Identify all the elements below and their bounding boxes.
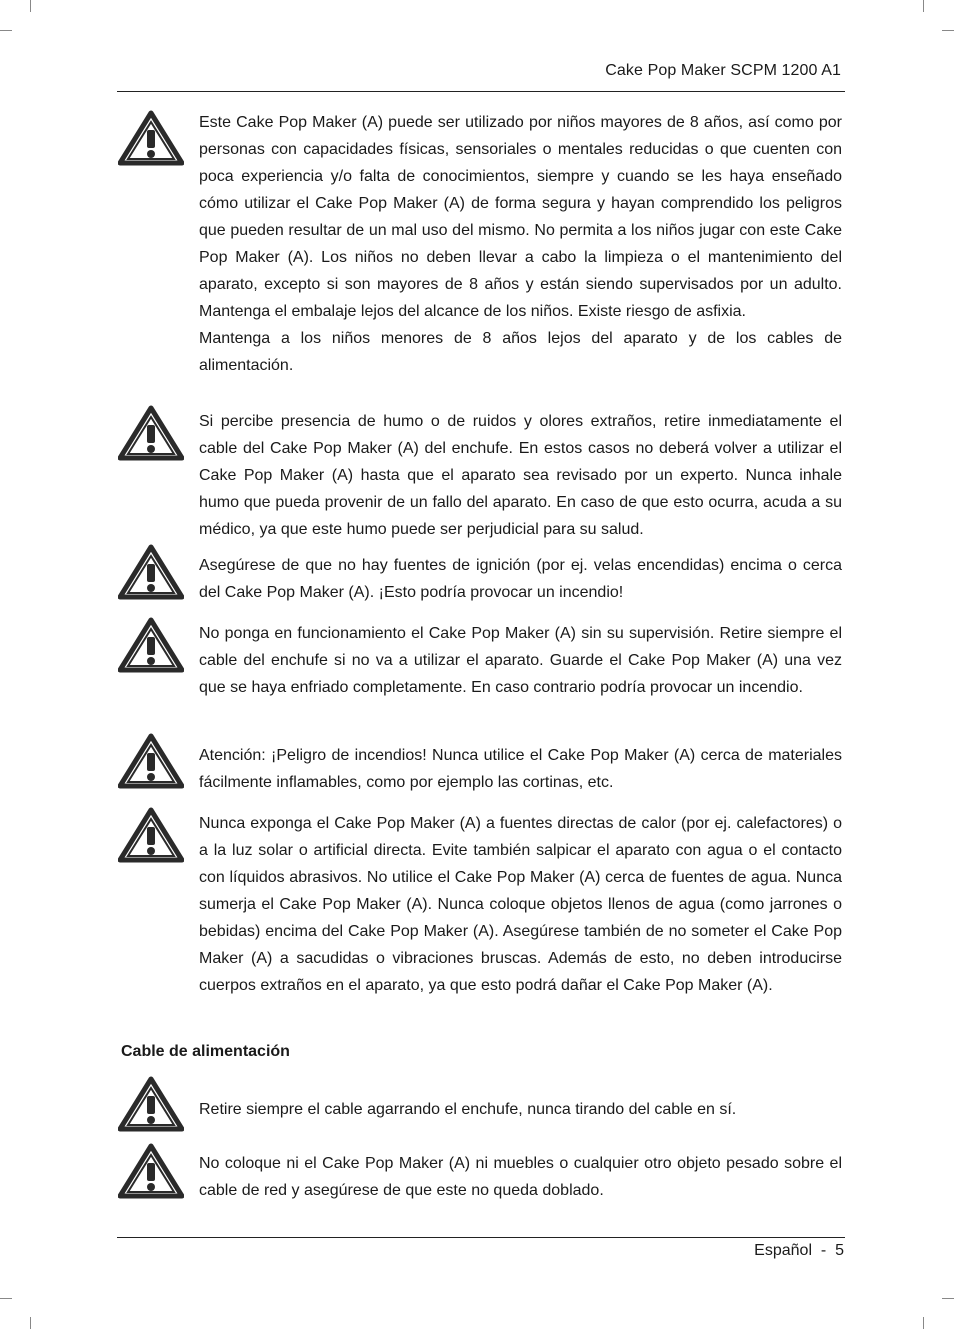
warning-paragraph: Si percibe presencia de humo o de ruidos y olores extraños, retire inmediatamente el cable del Cake Pop Maker (A) del enchufe. En estos casos no deberá volver a utilizar el Cake Pop Maker (A) hasta que el aparato sea revisado por un experto. Nunca inhale humo que pueda provenir de un fallo del aparato. En caso de que esto ocurra, acuda a su médico, ya que este humo puede ser perjudicial para su salud. [199, 413, 842, 538]
warning-paragraph: Nunca exponga el Cake Pop Maker (A) a fuentes directas de calor (por ej. calefactores) o a la luz solar o artificial directa. Evite también salpicar el aparato con agua o el contacto con líquidos abrasivos. No utilice el Cake Pop Maker (A) cerca de fuentes de agua. Nunca sumerja el Cake Pop Maker (A). Nunca coloque objetos llenos de agua (como jarrones o bebidas) encima del Cake Pop Maker (A). Asegúrese también de no someter el Cake Pop Maker (A) a sacudidas o vibraciones bruscas. Además de esto, no deben introducirse cuerpos extraños en el aparato, ya que esto podrá dañar el Cake Pop Maker (A). [199, 815, 842, 994]
running-header-title: Cake Pop Maker SCPM 1200 A1 [605, 62, 841, 79]
warning-paragraph: Asegúrese de que no hay fuentes de ignición (por ej. velas encendidas) encima o cerca del Cake Pop Maker (A). ¡Esto podría provocar un incendio! [199, 557, 842, 601]
warning-triangle-icon [118, 544, 184, 600]
crop-mark [0, 30, 12, 31]
warning-block-heat-water [199, 810, 842, 999]
crop-mark [923, 0, 924, 12]
warning-triangle-icon [118, 733, 184, 789]
warning-triangle-icon [118, 1143, 184, 1199]
header-rule [117, 91, 845, 92]
warning-block-fire [199, 742, 842, 796]
warning-block-children [199, 109, 842, 379]
warning-paragraph: Atención: ¡Peligro de incendios! Nunca utilice el Cake Pop Maker (A) cerca de materiales fácilmente inflamables, como por ejemplo las cortinas, etc. [199, 747, 842, 791]
crop-mark [0, 1298, 12, 1299]
warning-paragraph: No coloque ni el Cake Pop Maker (A) ni muebles o cualquier otro objeto pesado sobre el cable de red y asegúrese de que este no queda doblado. [199, 1155, 842, 1199]
warning-block-cable-weight [199, 1150, 842, 1204]
crop-mark [30, 0, 31, 12]
warning-triangle-icon [118, 617, 184, 673]
footer-rule [117, 1237, 845, 1238]
warning-paragraph: Este Cake Pop Maker (A) puede ser utilizado por niños mayores de 8 años, así como por personas con capacidades físicas, sensoriales o mentales reducidas o que cuenten con poca experiencia y/o falta de conocimientos, siempre y cuando se les haya enseñado cómo utilizar el Cake Pop Maker (A) de forma segura y hayan comprendido los peligros que pueden resultar de un mal uso del mismo. No permita a los niños jugar con este Cake Pop Maker (A). Los niños no deben llevar a cabo la limpieza o el mantenimiento del aparato, excepto si son mayores de 8 años y están siendo supervisados por un adulto. Mantenga el embalaje lejos del alcance de los niños. Existe riesgo de asfixia. [199, 114, 842, 320]
section-heading: Cable de alimentación [121, 1043, 290, 1060]
warning-block-ignition [199, 552, 842, 606]
warning-block-smoke [199, 408, 842, 543]
warning-block-supervision [199, 620, 842, 701]
crop-mark [942, 1298, 954, 1299]
warning-paragraph: Retire siempre el cable agarrando el enchufe, nunca tirando del cable en sí. [199, 1101, 737, 1118]
warning-triangle-icon [118, 110, 184, 166]
warning-triangle-icon [118, 807, 184, 863]
warning-paragraph: No ponga en funcionamiento el Cake Pop Maker (A) sin su supervisión. Retire siempre el cable del enchufe si no va a utilizar el aparato. Guarde el Cake Pop Maker (A) una vez que se haya enfriado completamente. En caso contrario podría provocar un incendio. [199, 625, 842, 696]
page-footer: Español - 5 [754, 1242, 844, 1259]
crop-mark [923, 1317, 924, 1329]
crop-mark [942, 30, 954, 31]
warning-triangle-icon [118, 405, 184, 461]
crop-mark [30, 1317, 31, 1329]
warning-triangle-icon [118, 1076, 184, 1132]
warning-block-unplug [199, 1096, 842, 1123]
warning-paragraph: Mantenga a los niños menores de 8 años lejos del aparato y de los cables de alimentación. [199, 330, 842, 374]
